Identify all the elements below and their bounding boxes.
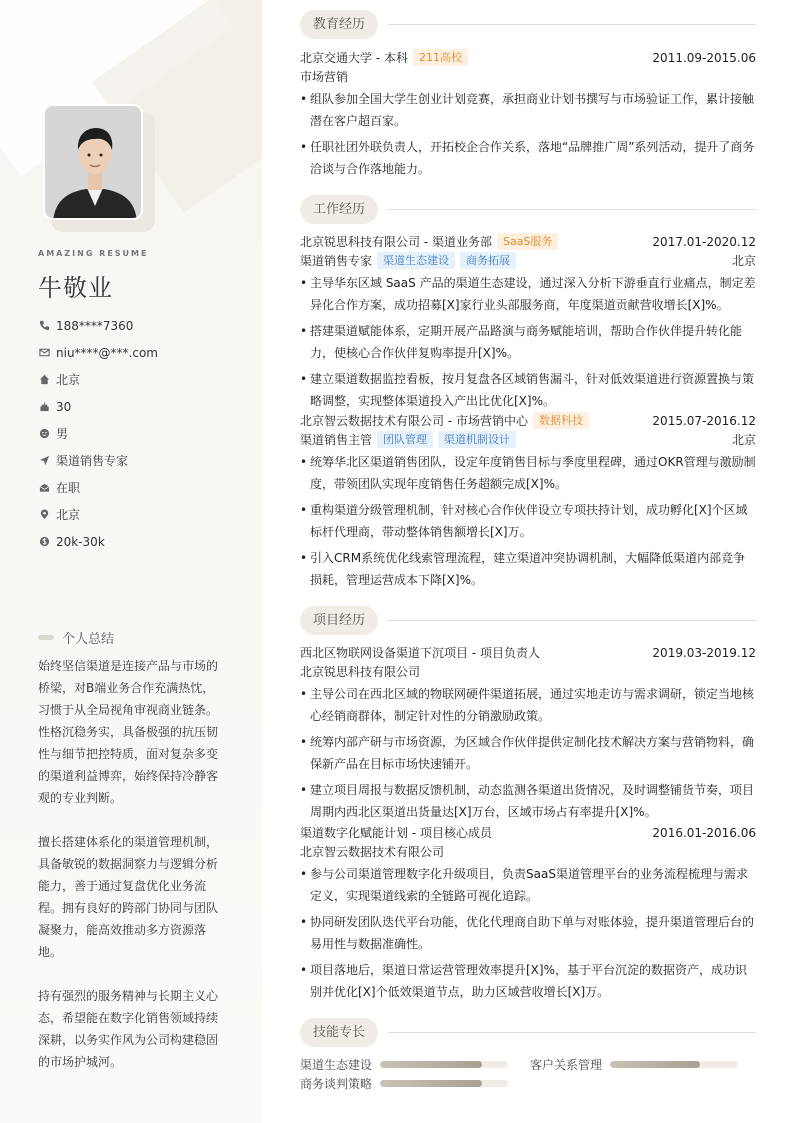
education-entry [300,48,756,184]
section-education-header [300,10,756,39]
salary-text: 20k-30k [56,534,105,549]
summary-heading [38,628,114,647]
info-status [38,474,158,501]
list-item: • 搭建渠道赋能体系，定期开展产品路演与商务赋能培训，帮助合作伙伴提升转化能力，使核心合作伙伴复购率提升[X]%。 [300,320,756,364]
school-name: 北京交通大学 - 本科 [300,51,408,65]
major: 市场营销 [300,70,349,84]
list-item: • 重构渠道分级管理机制，针对核心合作伙伴设立专项扶持计划，成功孵化[X]个区域标杆代理商，带动整体销售额增长[X]万。 [300,499,756,543]
job-header-row [300,411,756,430]
email-text: niu****@***.com [56,345,158,360]
summary-heading-bar [38,635,54,640]
project-company-row [300,662,756,681]
company-name: 北京智云数据技术有限公司 - 市场营销中心 [300,414,528,428]
list-item: • 任职社团外联负责人，开拓校企合作关系，落地“品牌推广周”系列活动，提升了商务洽谈与合作落地能力。 [300,136,756,180]
age-text: 30 [56,399,72,414]
project-entry [300,823,756,1007]
info-age [38,393,158,420]
location-text: 北京 [56,508,81,522]
summary-paragraph: 持有强烈的服务精神与长期主义心态，希望能在数字化销售领域持续深耕，以务实作风为公司构建稳固的市场护城河。 [38,989,219,1069]
avatar-image [45,106,143,220]
project-bullets [300,683,756,823]
cake-icon [38,401,50,413]
skill-bar-fill [380,1080,482,1087]
section-skills-header [300,1018,756,1047]
project-date: 2019.03-2019.12 [652,645,756,660]
job-date: 2017.01-2020.12 [652,234,756,249]
location-icon [38,509,50,521]
job-bullets [300,272,756,412]
list-item: • 参与公司渠道管理数字化升级项目，负责SaaS渠道管理平台的业务流程梳理与需求定义，实现渠道线索的全链路可视化追踪。 [300,863,756,907]
mail-icon [38,347,50,359]
send-icon [38,455,50,467]
skill-tag: 团队管理 [377,431,433,448]
school-tag: 211高校 [413,49,468,66]
summary-text [38,655,222,1095]
candidate-name: 牛敬业 [38,274,113,302]
job-position: 渠道销售主管 [300,433,373,447]
project-company-row [300,842,756,861]
project-company: 北京锐思科技有限公司 [300,665,421,679]
info-location [38,501,158,528]
skill-item [300,1056,508,1073]
section-divider [388,620,756,621]
profile-photo [43,104,143,220]
project-bullets [300,863,756,1003]
section-divider [388,209,756,210]
company-name: 北京锐思科技有限公司 - 渠道业务部 [300,235,492,249]
job-position-row [300,251,756,270]
project-entry [300,643,756,827]
avatar [43,104,143,220]
section-projects-header [300,606,756,635]
work-entry [300,232,756,416]
info-email [38,339,158,366]
skill-bar [610,1061,738,1068]
job-header-row [300,232,756,251]
project-name: 西北区物联网设备渠道下沉项目 - 项目负责人 [300,646,540,660]
list-item: • 协同研发团队迭代平台功能，优化代理商自助下单与对账体验，提升渠道管理后台的易用性与数据准确性。 [300,911,756,955]
project-name: 渠道数字化赋能计划 - 项目核心成员 [300,826,492,840]
project-header-row [300,823,756,842]
list-item: • 项目落地后，渠道日常运营管理效率提升[X]%，基于平台沉淀的数据资产，成功识别并优化[X]个低效渠道节点，助力区域营收增长[X]万。 [300,959,756,1003]
project-header-row [300,643,756,662]
section-title: 工作经历 [300,195,378,224]
job-city: 北京 [731,254,756,268]
list-item: • 主导公司在西北区域的物联网硬件渠道拓展，通过实地走访与需求调研，锁定当地核心经销商群体，制定针对性的分销激励政策。 [300,683,756,727]
company-tag: 数据科技 [533,412,589,429]
skill-tag: 商务拓展 [460,252,516,269]
job-city: 北京 [731,433,756,447]
education-date: 2011.09-2015.06 [652,50,756,65]
skill-label: 商务谈判策略 [300,1077,373,1091]
job-position-row [300,430,756,449]
list-item: • 建立渠道数据监控看板，按月复盘各区域销售漏斗，针对低效渠道进行资源置换与策略调整，实现整体渠道投入产出比优化[X]%。 [300,368,756,412]
home-icon [38,374,50,386]
job-bullets [300,451,756,591]
skill-bar-fill [610,1061,700,1068]
status-text: 在职 [56,481,81,495]
education-header-row [300,48,756,67]
skill-bar [380,1080,508,1087]
list-item: • 统筹内部产研与市场资源，为区域合作伙伴提供定制化技术解决方案与营销物料，确保新产品在目标市场快速铺开。 [300,731,756,775]
phone-text: 188****7360 [56,318,134,333]
section-title: 项目经历 [300,606,378,635]
section-title: 教育经历 [300,10,378,39]
summary-paragraph: 擅长搭建体系化的渠道管理机制，具备敏锐的数据洞察力与逻辑分析能力，善于通过复盘优化业务流程。拥有良好的跨部门协同与团队凝聚力，能高效推动多方资源落地。 [38,835,219,959]
position-text: 渠道销售专家 [56,454,129,468]
summary-paragraph: 始终坚信渠道是连接产品与市场的桥梁，对B端业务合作充满热忱，习惯于从全局视角审视商业链条。性格沉稳务实，具备极强的抗压韧性与细节把控特质，面对复杂多变的渠道利益博弈，始终保持冷静客观的专业判断。 [38,659,219,805]
major-row [300,67,756,86]
skill-item [530,1056,738,1073]
skill-label: 客户关系管理 [530,1058,603,1072]
info-salary [38,528,158,555]
project-date: 2016.01-2016.06 [652,825,756,840]
info-gender [38,420,158,447]
gender-text: 男 [56,427,69,441]
skill-bar [380,1061,508,1068]
summary-heading-label: 个人总结 [62,632,115,647]
brand-label: AMAZING RESUME [38,249,149,258]
education-bullets [300,88,756,180]
phone-icon [38,320,50,332]
section-divider [388,1032,756,1033]
section-work-header [300,195,756,224]
skill-tag: 渠道机制设计 [438,431,516,448]
project-company: 北京智云数据技术有限公司 [300,845,445,859]
list-item: • 建立项目周报与数据反馈机制，动态监测各渠道出货情况，及时调整铺货节奏，项目周期内西北区渠道出货量达[X]万台，区域市场占有率提升[X]%。 [300,779,756,823]
skill-label: 渠道生态建设 [300,1058,373,1072]
list-item: • 组队参加全国大学生创业计划竞赛，承担商业计划书撰写与市场验证工作，累计接触潜在客户超百家。 [300,88,756,132]
section-divider [388,24,756,25]
info-residence [38,366,158,393]
company-tag: SaaS服务 [497,233,558,250]
salary-icon [38,536,50,548]
list-item: • 主导华东区域 SaaS 产品的渠道生态建设，通过深入分析下游垂直行业痛点，制定差异化合作方案，成功招募[X]家行业头部服务商，年度渠道贡献营收增长[X]%。 [300,272,756,316]
skill-tag: 渠道生态建设 [377,252,455,269]
list-item: • 引入CRM系统优化线索管理流程，建立渠道冲突协调机制，大幅降低渠道内部竞争损耗，管理运营成本下降[X]%。 [300,547,756,591]
list-item: • 统筹华北区渠道销售团队，设定年度销售目标与季度里程碑，通过OKR管理与激励制度，带领团队实现年度销售任务超额完成[X]%。 [300,451,756,495]
sidebar [0,0,262,1123]
job-date: 2015.07-2016.12 [652,413,756,428]
info-position [38,447,158,474]
info-phone [38,312,158,339]
skill-bar-fill [380,1061,482,1068]
job-position: 渠道销售专家 [300,254,373,268]
work-entry [300,411,756,595]
contact-info-list [38,312,158,555]
section-title: 技能专长 [300,1018,378,1047]
residence-text: 北京 [56,373,81,387]
gender-icon [38,428,50,440]
skill-item [300,1075,508,1092]
status-icon [38,482,50,494]
